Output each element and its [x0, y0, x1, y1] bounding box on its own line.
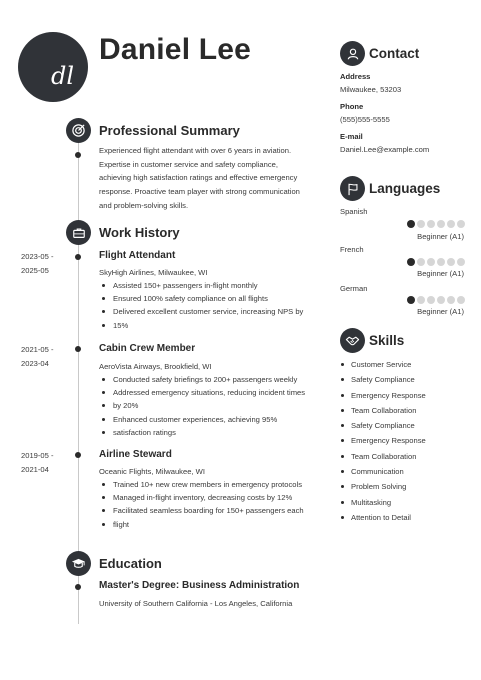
skill-item: Team Collaboration — [340, 403, 426, 418]
skill-item: Team Collaboration — [340, 449, 426, 464]
job-bullets — [99, 478, 329, 531]
list-item-continuation: 15% — [99, 319, 329, 332]
job-title: Flight Attendant — [99, 250, 176, 261]
job-company: AeroVista Airways, Brookfield, WI — [99, 362, 212, 371]
timeline-dot — [75, 584, 81, 590]
timeline-dot — [75, 254, 81, 260]
skill-item: Customer Service — [340, 357, 426, 372]
rating-dot-empty — [417, 258, 425, 266]
list-item: Addressed emergency situations, reducing incident times — [99, 386, 329, 399]
list-item-continuation: satisfaction ratings — [99, 426, 329, 439]
timeline-line — [78, 118, 79, 624]
briefcase-icon — [66, 220, 91, 245]
candidate-name: Daniel Lee — [99, 33, 252, 66]
rating-dot-empty — [427, 220, 435, 228]
rating-dot-empty — [427, 258, 435, 266]
language-name: Spanish — [340, 207, 368, 216]
list-item: Facilitated seamless boarding for 150+ passengers each — [99, 504, 329, 517]
language-level: Beginner (A1) — [417, 307, 464, 316]
list-item: Delivered excellent customer service, increasing NPS by — [99, 305, 329, 318]
job-date-end: 2025-05 — [21, 266, 49, 275]
list-item: Enhanced customer experiences, achieving 95% — [99, 413, 329, 426]
graduation-cap-icon — [66, 551, 91, 576]
job-company: SkyHigh Airlines, Milwaukee, WI — [99, 268, 208, 277]
monogram-avatar — [18, 32, 88, 102]
skills-list — [340, 357, 426, 525]
skill-item: Problem Solving — [340, 479, 426, 494]
phone-label: Phone — [340, 102, 364, 111]
address-label: Address — [340, 72, 371, 81]
rating-dot-empty — [417, 296, 425, 304]
timeline-dot — [75, 452, 81, 458]
contact-title: Contact — [369, 46, 420, 61]
rating-dot-empty — [457, 296, 465, 304]
job-bullets — [99, 373, 329, 439]
language-name: French — [340, 245, 364, 254]
rating-dot-empty — [437, 258, 445, 266]
rating-dot-filled — [407, 258, 415, 266]
education-school: University of Southern California - Los Angeles, California — [99, 599, 293, 608]
language-level: Beginner (A1) — [417, 232, 464, 241]
skill-item: Safety Compliance — [340, 372, 426, 387]
rating-dot-empty — [437, 220, 445, 228]
job-date-start: 2023-05 - — [21, 252, 54, 261]
flag-icon — [340, 176, 365, 201]
list-item: Trained 10+ new crew members in emergency protocols — [99, 478, 329, 491]
education-title: Education — [99, 556, 162, 571]
languages-title: Languages — [369, 181, 441, 196]
language-name: German — [340, 284, 368, 293]
list-item: Conducted safety briefings to 200+ passengers weekly — [99, 373, 329, 386]
list-item: Assisted 150+ passengers in-flight monthly — [99, 279, 329, 292]
list-item: Ensured 100% safety compliance on all flights — [99, 292, 329, 305]
list-item: Managed in-flight inventory, decreasing costs by 12% — [99, 491, 329, 504]
timeline-dot — [75, 346, 81, 352]
rating-dot-empty — [417, 220, 425, 228]
rating-dot-filled — [407, 296, 415, 304]
job-title: Airline Steward — [99, 449, 172, 460]
job-bullets — [99, 279, 329, 332]
skills-title: Skills — [369, 333, 405, 348]
email-label: E-mail — [340, 132, 363, 141]
rating-dot-filled — [407, 220, 415, 228]
summary-text: Experienced flight attendant with over 6 years in aviation. Expertise in customer service and safety compliance, achieving high satisfaction ratings and effective emergency response. Proactive team player with strong communication and problem-solving skills. — [99, 146, 300, 210]
language-rating — [407, 258, 465, 266]
job-company: Oceanic Flights, Milwaukee, WI — [99, 467, 205, 476]
job-date-end: 2023-04 — [21, 359, 49, 368]
language-rating — [407, 296, 465, 304]
rating-dot-empty — [427, 296, 435, 304]
rating-dot-empty — [447, 220, 455, 228]
user-icon — [340, 41, 365, 66]
rating-dot-empty — [457, 220, 465, 228]
list-item-continuation: flight — [99, 518, 329, 531]
rating-dot-empty — [437, 296, 445, 304]
job-date-end: 2021-04 — [21, 465, 49, 474]
skill-item: Attention to Detail — [340, 510, 426, 525]
summary-title: Professional Summary — [99, 123, 240, 138]
language-rating — [407, 220, 465, 228]
education-degree: Master's Degree: Business Administration — [99, 580, 300, 591]
address-value: Milwaukee, 53203 — [340, 85, 402, 94]
job-title: Cabin Crew Member — [99, 343, 196, 354]
rating-dot-empty — [447, 296, 455, 304]
language-level: Beginner (A1) — [417, 269, 464, 278]
skill-item: Emergency Response — [340, 433, 426, 448]
list-item-continuation: by 20% — [99, 399, 329, 412]
work-title: Work History — [99, 225, 180, 240]
timeline-dot — [75, 152, 81, 158]
job-date-start: 2019-05 - — [21, 451, 54, 460]
phone-value: (555)555-5555 — [340, 115, 390, 124]
rating-dot-empty — [447, 258, 455, 266]
handshake-icon — [340, 328, 365, 353]
email-value: Daniel.Lee@example.com — [340, 145, 430, 154]
rating-dot-empty — [457, 258, 465, 266]
skill-item: Communication — [340, 464, 426, 479]
target-icon — [66, 118, 91, 143]
skill-item: Multitasking — [340, 495, 426, 510]
skill-item: Emergency Response — [340, 388, 426, 403]
monogram-initials: dl — [51, 62, 75, 90]
job-date-start: 2021-05 - — [21, 345, 54, 354]
skill-item: Safety Compliance — [340, 418, 426, 433]
